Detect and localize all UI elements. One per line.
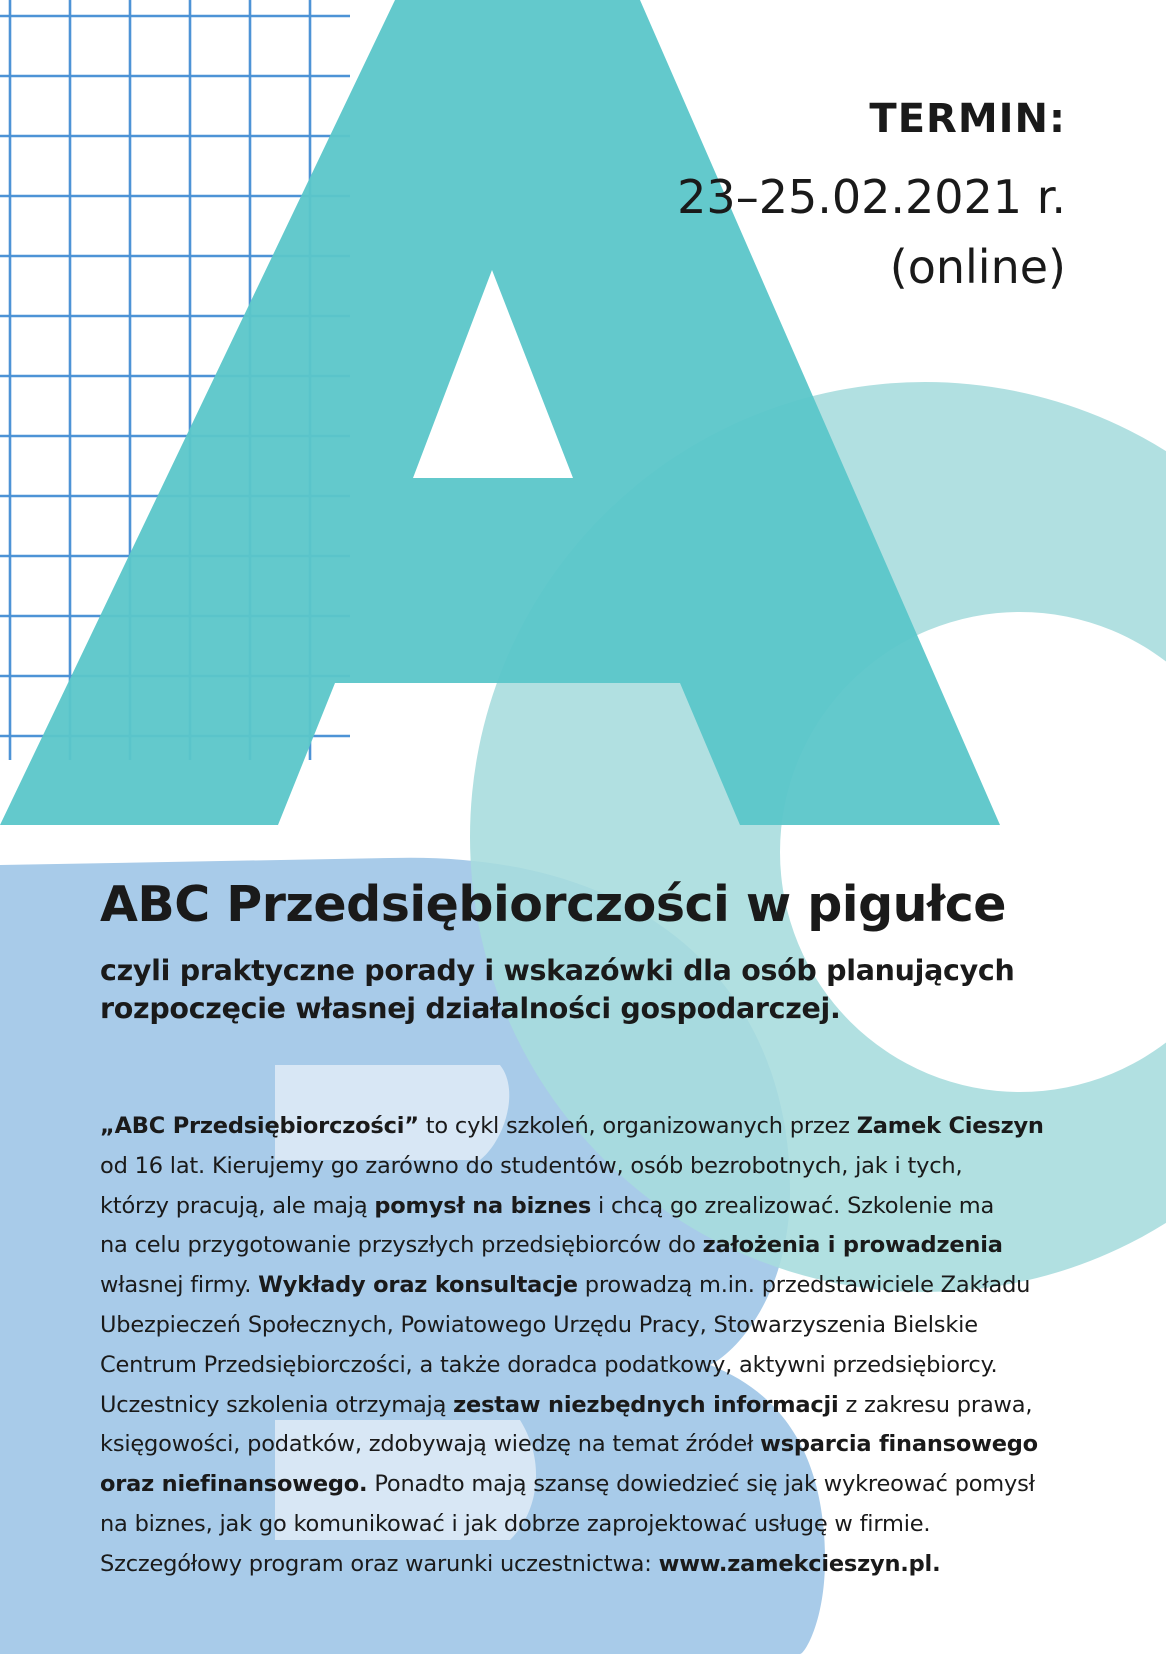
description-line [100,1545,1100,1585]
bold-phrase: oraz niefinansowego. [100,1471,368,1498]
termin-date: 23–25.02.2021 r. [677,170,1066,224]
description-line [100,1346,1100,1386]
description-line [100,1505,1100,1545]
text-run: Uczestnicy szkolenia otrzymają [100,1391,454,1418]
subtitle [100,952,1060,1028]
subtitle-line-1: czyli praktyczne porady i wskazówki dla osób planujących [100,954,1015,987]
text-run: Ubezpieczeń Społecznych, Powiatowego Urzędu Pracy, Stowarzyszenia Bielskie [100,1311,978,1338]
text-run: którzy pracują, ale mają [100,1192,375,1219]
termin-label: TERMIN: [869,96,1066,142]
text-run: Szczegółowy program oraz warunki uczestnictwa: [100,1550,659,1577]
bold-phrase: pomysł na biznes [374,1192,592,1219]
text-run: Centrum Przedsiębiorczości, a także doradca podatkowy, aktywni przedsiębiorcy. [100,1351,998,1378]
description-line [100,1386,1100,1426]
description-line [100,1107,1100,1147]
description-line [100,1425,1100,1465]
text-run: z zakresu prawa, [838,1391,1033,1418]
text-run: prowadzą m.in. przedstawiciele Zakładu [577,1272,1031,1299]
text-run: to cykl szkoleń, organizowanych przez [418,1113,857,1139]
bold-phrase: wsparcia finansowego [760,1431,1038,1458]
bold-phrase: założenia i prowadzenia [702,1232,1003,1259]
description-line [100,1147,1100,1187]
termin-mode: (online) [889,240,1066,294]
text-run: na biznes, jak go komunikować i jak dobrze zaprojektować usługę w firmie. [100,1510,931,1537]
bold-phrase: zestaw niezbędnych informacji [453,1391,839,1418]
bold-phrase: Zamek Cieszyn [856,1113,1044,1139]
text-run: księgowości, podatków, zdobywają wiedzę na temat źródeł [100,1431,761,1458]
description-line [100,1266,1100,1306]
text-run: od 16 lat. Kierujemy go zarówno do studentów, osób bezrobotnych, jak i tych, [100,1152,963,1179]
bold-phrase: Wykłady oraz konsultacje [258,1272,578,1299]
text-run: na celu przygotowanie przyszłych przedsiębiorców do [100,1232,703,1259]
page-title: ABC Przedsiębiorczości w pigułce [100,876,1007,933]
text-run: Ponadto mają szansę dowiedzieć się jak wykreować pomysł [367,1471,1035,1498]
description-line [100,1306,1100,1346]
description [100,1107,1100,1585]
description-line [100,1187,1100,1227]
subtitle-line-2: rozpoczęcie własnej działalności gospodarczej. [100,992,841,1025]
bold-phrase: „ABC Przedsiębiorczości” [100,1113,419,1139]
description-line [100,1465,1100,1505]
text-run: własnej firmy. [100,1272,259,1299]
description-line [100,1226,1100,1266]
website-link[interactable]: www.zamekcieszyn.pl. [658,1550,941,1577]
text-run: i chcą go zrealizować. Szkolenie ma [591,1192,995,1219]
